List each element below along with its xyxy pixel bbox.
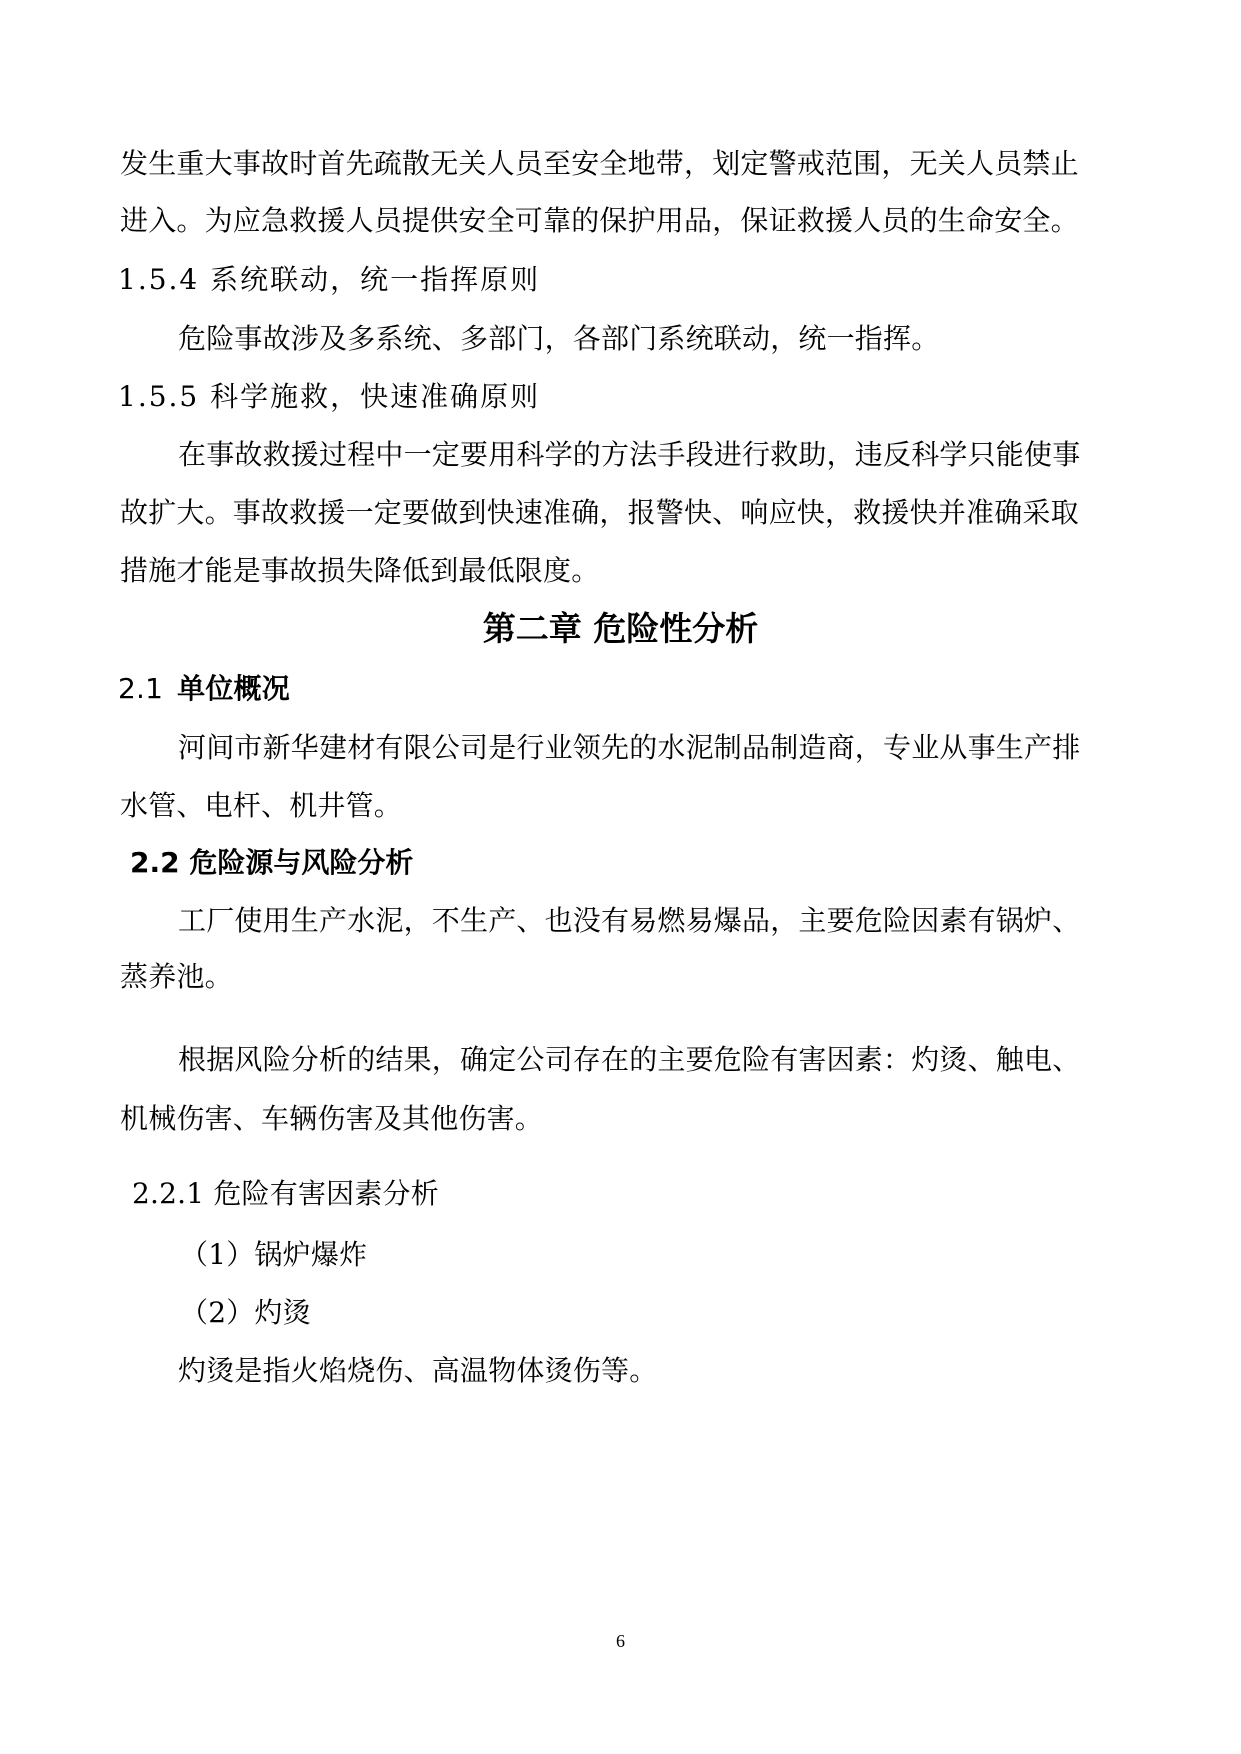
heading-1-5-5: 1.5.5 科学施救，快速准确原则 — [118, 380, 541, 413]
heading-2-2-1: 2.2.1 危险有害因素分析 — [132, 1177, 439, 1210]
paragraph-line: 措施才能是事故损失降低到最低限度。 — [120, 554, 600, 587]
paragraph-line: 发生重大事故时首先疏散无关人员至安全地带，划定警戒范围，无关人员禁止 — [120, 147, 1079, 180]
paragraph-line: 灼烫是指火焰烧伤、高温物体烫伤等。 — [178, 1354, 658, 1387]
list-item: （2）灼烫 — [180, 1296, 311, 1329]
paragraph-line: 河间市新华建材有限公司是行业领先的水泥制品制造商，专业从事生产排 — [178, 731, 1081, 764]
section-title: 单位概况 — [177, 672, 290, 705]
paragraph-line: 水管、电杆、机井管。 — [120, 789, 403, 822]
paragraph-line: 危险事故涉及多系统、多部门，各部门系统联动，统一指挥。 — [178, 322, 940, 355]
paragraph-line: 进入。为应急救援人员提供安全可靠的保护用品，保证救援人员的生命安全。 — [120, 204, 1079, 237]
paragraph-line: 根据风险分析的结果，确定公司存在的主要危险有害因素：灼烫、触电、 — [178, 1043, 1081, 1076]
page-number: 6 — [616, 1631, 625, 1651]
paragraph-line: 工厂使用生产水泥，不生产、也没有易燃易爆品，主要危险因素有锅炉、 — [178, 904, 1081, 937]
paragraph-line: 机械伤害、车辆伤害及其他伤害。 — [120, 1102, 544, 1135]
chapter-title: 第二章 危险性分析 — [482, 609, 759, 648]
paragraph-line: 故扩大。事故救援一定要做到快速准确，报警快、响应快，救援快并准确采取 — [120, 496, 1079, 529]
paragraph-line: 蒸养池。 — [120, 960, 233, 993]
heading-2-2: 2.2 危险源与风险分析 — [130, 846, 414, 879]
heading-2-1 — [118, 672, 290, 706]
paragraph-line: 在事故救援过程中一定要用科学的方法手段进行救助，违反科学只能使事 — [178, 438, 1081, 471]
section-number: 2.1 — [118, 672, 164, 705]
list-item: （1）锅炉爆炸 — [180, 1238, 368, 1271]
heading-1-5-4: 1.5.4 系统联动，统一指挥原则 — [118, 263, 541, 296]
